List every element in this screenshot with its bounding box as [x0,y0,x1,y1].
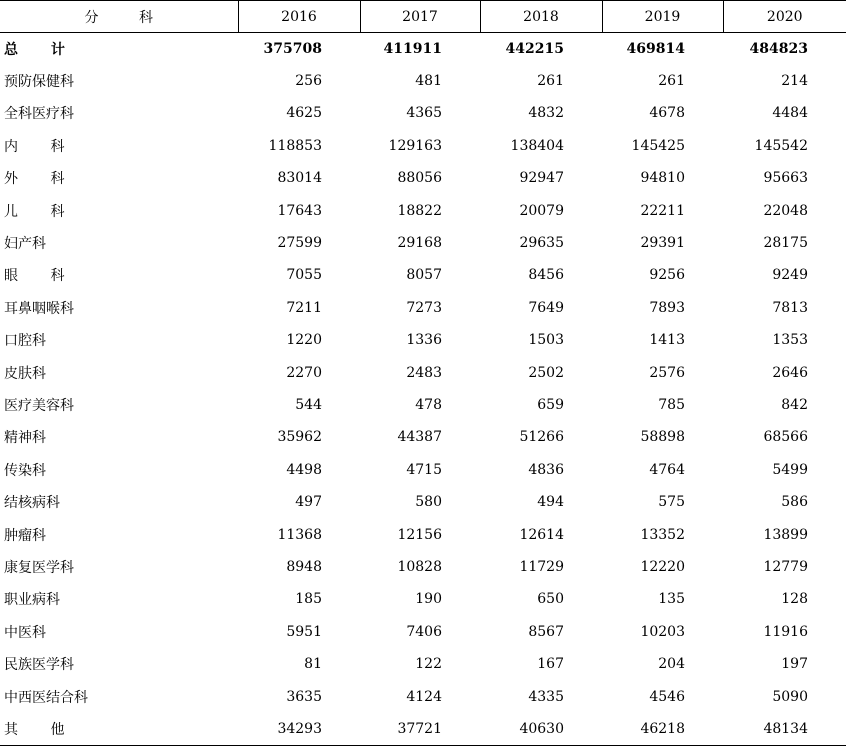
table-row [0,454,846,486]
cell-value: 10828 [397,558,442,575]
cell-value: 95663 [763,170,808,187]
header-year-2018: 2018 [480,1,602,33]
cell-value: 4546 [649,688,685,705]
cell-value: 20079 [519,202,564,219]
cell-value: 135 [658,591,685,608]
table-row [0,583,846,615]
cell-value: 8948 [286,558,322,575]
cell-value: 4484 [772,105,808,122]
cell-value: 22048 [763,202,808,219]
cell-value: 9249 [772,267,808,284]
row-label: 精神科 [4,430,46,447]
cell-value: 478 [415,396,442,413]
cell-value: 34293 [238,713,360,745]
row-label: 预防保健科 [4,74,74,91]
total-row [0,33,846,65]
cell-value: 197 [781,656,808,673]
cell-value: 2483 [406,364,442,381]
table-header-row [0,1,846,33]
cell-value: 29635 [519,235,564,252]
cell-value: 7273 [406,299,442,316]
cell-value: 48134 [723,713,846,745]
row-label: 外 科 [4,171,79,188]
cell-value: 122 [415,656,442,673]
table-row [0,97,846,129]
cell-value: 190 [415,591,442,608]
row-label: 总 计 [4,41,79,58]
cell-value: 7893 [649,299,685,316]
cell-value: 40630 [480,713,602,745]
cell-value: 12220 [640,558,685,575]
cell-value: 68566 [763,429,808,446]
header-year-2016: 2016 [238,1,360,33]
row-label: 康复医学科 [4,559,74,576]
cell-value: 4335 [528,688,564,705]
cell-value: 145542 [754,137,808,154]
row-label: 全科医疗科 [4,106,74,123]
cell-value: 44387 [397,429,442,446]
cell-value: 4498 [286,461,322,478]
cell-value: 204 [658,656,685,673]
cell-value: 7211 [286,299,322,316]
cell-value: 12779 [763,558,808,575]
cell-value: 4836 [528,461,564,478]
cell-value: 785 [658,396,685,413]
table-row [0,324,846,356]
cell-value: 51266 [519,429,564,446]
row-label: 耳鼻咽喉科 [4,300,74,317]
cell-value: 27599 [277,235,322,252]
cell-value: 81 [304,656,322,673]
row-label: 内 科 [4,138,79,155]
row-label: 口腔科 [4,333,46,350]
cell-value: 118853 [268,137,322,154]
cell-value: 8057 [406,267,442,284]
cell-value: 5951 [286,623,322,640]
cell-value: 88056 [397,170,442,187]
cell-value: 13899 [763,526,808,543]
row-label: 传染科 [4,462,46,479]
table-row [0,551,846,583]
row-label: 肿瘤科 [4,527,46,544]
cell-value: 138404 [510,137,564,154]
table-row [0,421,846,453]
cell-value: 58898 [640,429,685,446]
cell-value: 7406 [406,623,442,640]
table-row [0,713,846,745]
cell-value: 650 [537,591,564,608]
table-row [0,680,846,712]
cell-value: 4365 [406,105,442,122]
cell-value: 586 [781,494,808,511]
cell-value: 4832 [528,105,564,122]
cell-value: 1413 [649,332,685,349]
cell-value: 94810 [640,170,685,187]
cell-value: 12614 [519,526,564,543]
cell-value: 28175 [763,235,808,252]
cell-value: 145425 [631,137,685,154]
cell-value: 29168 [397,235,442,252]
cell-value: 167 [537,656,564,673]
row-label: 其 他 [0,713,238,745]
table-row [0,518,846,550]
cell-value: 3635 [286,688,322,705]
row-label: 妇产科 [4,236,46,253]
cell-value: 83014 [277,170,322,187]
header-year-2020: 2020 [723,1,846,33]
row-label: 中西医结合科 [4,689,88,706]
table-row [0,65,846,97]
cell-value: 481 [415,73,442,90]
cell-value: 37721 [360,713,480,745]
table-row [0,486,846,518]
table-row [0,130,846,162]
cell-value: 2502 [528,364,564,381]
cell-value: 1503 [528,332,564,349]
header-year-2019: 2019 [602,1,723,33]
cell-value: 22211 [640,202,685,219]
cell-value: 256 [295,73,322,90]
cell-value: 2646 [772,364,808,381]
cell-value: 411911 [383,40,442,57]
cell-value: 494 [537,494,564,511]
table-row [0,648,846,680]
table-row [0,292,846,324]
cell-value: 92947 [519,170,564,187]
cell-value: 1353 [772,332,808,349]
cell-value: 9256 [649,267,685,284]
table-row [0,616,846,648]
row-label: 眼 科 [4,268,79,285]
cell-value: 8456 [528,267,564,284]
cell-value: 580 [415,494,442,511]
cell-value: 13352 [640,526,685,543]
cell-value: 4625 [286,105,322,122]
row-label: 结核病科 [4,495,60,512]
cell-value: 4124 [406,688,442,705]
cell-value: 12156 [397,526,442,543]
row-label: 中医科 [4,624,46,641]
cell-value: 5090 [772,688,808,705]
cell-value: 18822 [397,202,442,219]
cell-value: 11368 [277,526,322,543]
cell-value: 1336 [406,332,442,349]
row-label: 民族医学科 [4,657,74,674]
cell-value: 46218 [602,713,723,745]
header-department: 分 科 [0,1,238,33]
cell-value: 11916 [763,623,808,640]
row-label: 职业病科 [4,592,60,609]
table-row [0,162,846,194]
cell-value: 2576 [649,364,685,381]
table-row [0,389,846,421]
header-year-2017: 2017 [360,1,480,33]
cell-value: 8567 [528,623,564,640]
cell-value: 7055 [286,267,322,284]
cell-value: 4715 [406,461,442,478]
cell-value: 2270 [286,364,322,381]
cell-value: 659 [537,396,564,413]
table-row [0,259,846,291]
table-row [0,356,846,388]
cell-value: 469814 [626,40,685,57]
cell-value: 5499 [772,461,808,478]
table-row [0,227,846,259]
cell-value: 129163 [388,137,442,154]
cell-value: 4764 [649,461,685,478]
cell-value: 442215 [505,40,564,57]
cell-value: 35962 [277,429,322,446]
cell-value: 214 [781,73,808,90]
cell-value: 497 [295,494,322,511]
cell-value: 375708 [263,40,322,57]
cell-value: 29391 [640,235,685,252]
cell-value: 484823 [749,40,808,57]
cell-value: 11729 [519,558,564,575]
table-body [0,33,846,746]
cell-value: 261 [658,73,685,90]
row-label: 儿 科 [4,203,79,220]
cell-value: 1220 [286,332,322,349]
cell-value: 7813 [772,299,808,316]
row-label: 医疗美容科 [4,397,74,414]
row-label: 皮肤科 [4,365,46,382]
cell-value: 544 [295,396,322,413]
cell-value: 128 [781,591,808,608]
cell-value: 575 [658,494,685,511]
cell-value: 4678 [649,105,685,122]
cell-value: 261 [537,73,564,90]
cell-value: 17643 [277,202,322,219]
cell-value: 7649 [528,299,564,316]
cell-value: 10203 [640,623,685,640]
cell-value: 842 [781,396,808,413]
cell-value: 185 [295,591,322,608]
table-row [0,194,846,226]
